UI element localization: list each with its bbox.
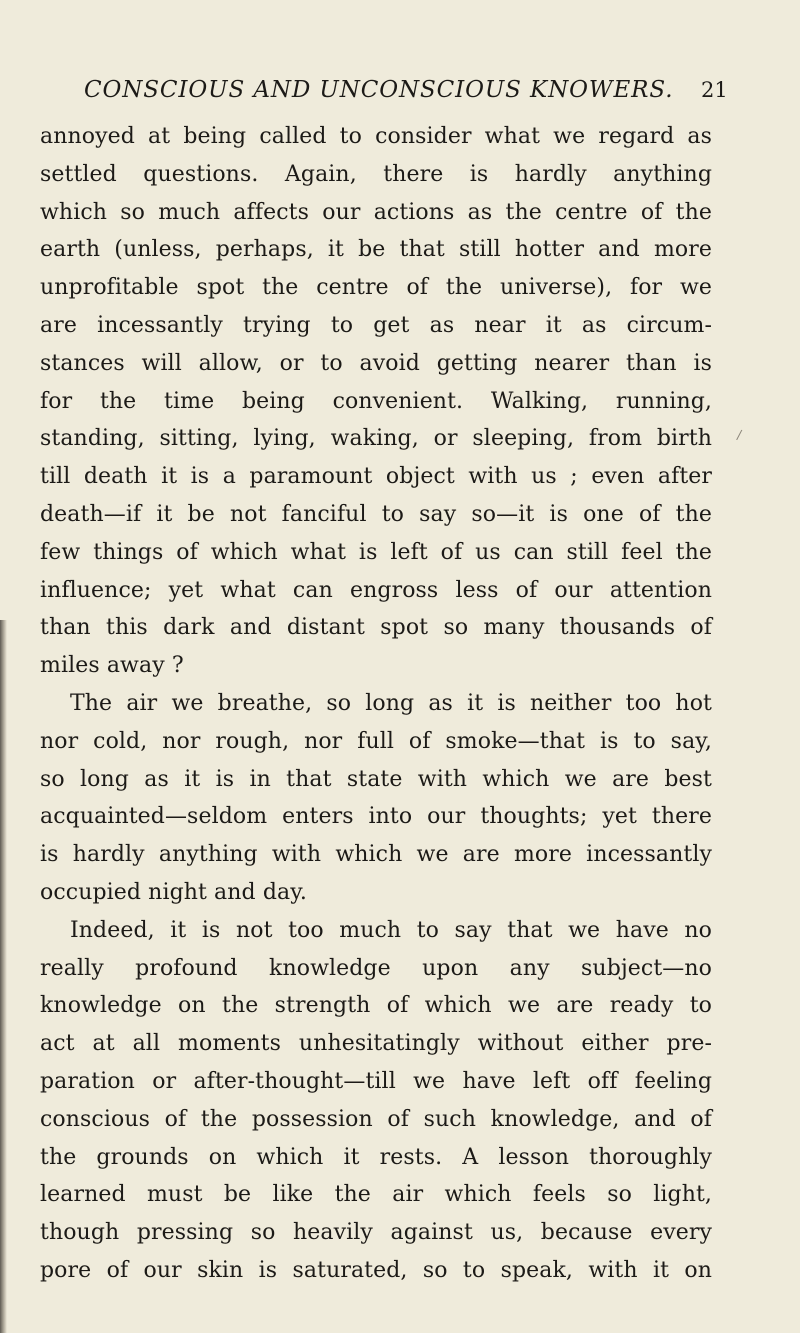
text-line: pore of our skin is saturated, so to speak, with it on — [40, 1257, 712, 1283]
text-line: are incessantly trying to get as near it as circum- — [40, 312, 712, 338]
text-line: knowledge on the strength of which we are ready to — [40, 993, 712, 1019]
text-line: nor cold, nor rough, nor full of smoke—that is to say, — [40, 728, 712, 754]
text-line: earth (unless, perhaps, it be that still hotter and more — [40, 237, 712, 263]
body-text — [40, 118, 712, 1290]
paragraph-first-line: The air we breathe, so long as it is neither too hot — [70, 690, 712, 716]
text-line: settled questions. Again, there is hardly anything — [40, 161, 712, 187]
text-line: for the time being convenient. Walking, running, — [40, 388, 712, 414]
page-number: 21 — [701, 78, 728, 102]
text-line: occupied night and day. — [40, 879, 307, 905]
text-line: really profound knowledge upon any subject—no — [40, 955, 712, 981]
text-line: few things of which what is left of us can still feel the — [40, 539, 712, 565]
running-head — [84, 72, 784, 108]
text-line: influence; yet what can engross less of our attention — [40, 577, 712, 603]
text-line: standing, sitting, lying, waking, or sleeping, from birth — [40, 426, 712, 452]
text-line: annoyed at being called to consider what we regard as — [40, 124, 712, 149]
page-edge-shadow — [0, 620, 7, 1333]
text-line: so long as it is in that state with which we are best — [40, 766, 712, 792]
running-head-title: CONSCIOUS AND UNCONSCIOUS KNOWERS. — [84, 77, 674, 103]
text-line: miles away ? — [40, 653, 184, 679]
text-line: which so much affects our actions as the centre of the — [40, 199, 712, 225]
text-line: is hardly anything with which we are more incessantly — [40, 842, 712, 868]
text-line: learned must be like the air which feels so light, — [40, 1182, 712, 1208]
text-line: death—if it be not fanciful to say so—it is one of the — [40, 501, 712, 527]
text-line: conscious of the possession of such knowledge, and of — [40, 1106, 712, 1132]
text-line: paration or after-thought—till we have left off feeling — [40, 1068, 712, 1094]
text-line: stances will allow, or to avoid getting nearer than is — [40, 350, 712, 376]
text-line: act at all moments unhesitatingly without either pre- — [40, 1031, 712, 1057]
paragraph-first-line: Indeed, it is not too much to say that we have no — [70, 917, 712, 943]
text-line: than this dark and distant spot so many thousands of — [40, 615, 712, 641]
text-line: till death it is a paramount object with us ; even after — [40, 464, 712, 490]
text-line: unprofitable spot the centre of the universe), for we — [40, 275, 712, 301]
margin-pencil-mark: / — [735, 427, 743, 444]
text-line: the grounds on which it rests. A lesson thoroughly — [40, 1144, 712, 1170]
text-line: though pressing so heavily against us, because every — [40, 1220, 712, 1246]
text-line: acquainted—seldom enters into our thoughts; yet there — [40, 804, 712, 830]
